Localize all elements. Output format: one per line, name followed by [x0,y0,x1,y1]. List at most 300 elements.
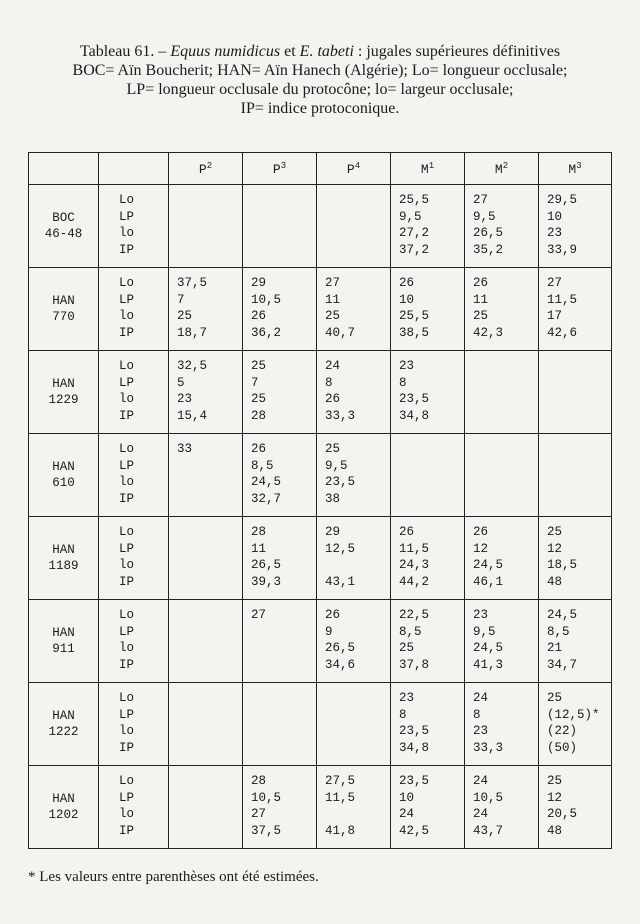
measurement-value [177,773,242,790]
measurement-value: 23 [177,392,193,407]
measurement-value: 25 [325,442,341,456]
value-cell [243,517,317,600]
measurement-value [177,225,242,242]
site-code: HAN [52,626,75,640]
measurement-value [177,557,242,574]
table-row [29,185,612,268]
measure-label: LP [119,458,135,473]
specimen-number: 1222 [48,725,79,739]
measurement-value: 34,8 [399,741,430,756]
measurement-value [177,242,242,259]
measurement-value: 11,5 [399,541,430,556]
measurement-value: 8 [325,375,333,390]
measure-label: lo [119,558,135,573]
value-cell [465,517,539,600]
value-cell [539,185,612,268]
measurement-value: 20,5 [547,807,578,822]
measurement-value: 41,3 [473,658,504,673]
measurement-value: 43,1 [325,575,356,590]
measurement-value: 8,5 [251,458,274,473]
measurement-value: 25 [177,309,193,324]
measurement-value: 8 [399,375,407,390]
measurement-value: 24 [325,359,341,373]
value-cell [465,434,539,517]
measurements-table [28,152,612,849]
measure-label: IP [119,741,135,756]
measurement-value: 34,7 [547,658,578,673]
value-cell [539,268,612,351]
measurement-value [177,806,242,823]
measurement-value: 15,4 [177,409,208,424]
measurement-value: 29 [325,525,341,539]
measurement-value: 9,5 [399,209,422,224]
measurement-value: 42,5 [399,824,430,839]
measurement-value [473,358,538,375]
specimen-cell [29,766,99,849]
measurement-value: 11 [325,292,341,307]
value-cell [317,600,391,683]
measurement-value: 27,5 [325,774,356,788]
value-cell [317,434,391,517]
measurement-value [177,574,242,591]
specimen-cell [29,600,99,683]
measure-label: lo [119,309,135,324]
measurement-value: 12 [547,541,563,556]
site-code: HAN [52,543,75,557]
value-cell [317,268,391,351]
footnote: * Les valeurs entre parenthèses ont été estimées. [28,869,319,885]
measurement-value: 29 [251,276,267,290]
measurement-value: 25 [251,359,267,373]
measurement-value [325,723,390,740]
measurement-value [177,524,242,541]
measurement-value [325,806,390,823]
measurement-value: 26 [251,442,267,456]
measurement-value [325,242,390,259]
measurement-value [177,624,242,641]
measure-label: IP [119,326,135,341]
measurement-value [177,740,242,757]
measurement-value [473,408,538,425]
value-cell [169,600,243,683]
measurement-value: 25,5 [399,193,430,207]
corner-cell-2 [99,153,169,185]
measure-labels-cell [99,351,169,434]
measurement-value: 40,7 [325,326,356,341]
measurement-value [177,707,242,724]
measurement-value: 7 [177,292,185,307]
column-header-p4: $P^4$ [317,153,391,185]
measurement-value: 24 [473,691,489,705]
measurement-value: 48 [547,824,563,839]
caption-legend-ip: IP= indice protoconique. [240,100,400,117]
measurement-value: 24,5 [473,641,504,656]
measure-label: IP [119,824,135,839]
measure-labels-cell [99,600,169,683]
measurement-value: 25 [547,525,563,539]
value-cell [169,185,243,268]
measurement-value: 32,5 [177,359,208,373]
header-row [29,153,612,185]
measurement-value: 33,9 [547,243,578,258]
measurement-value: 12 [473,541,489,556]
measurement-value: 23 [547,226,563,241]
measurement-value: 41,8 [325,824,356,839]
value-cell [465,351,539,434]
measurement-value: 11 [473,292,489,307]
measurement-value: (50) [547,741,578,756]
measurement-value: 9,5 [325,458,348,473]
measure-label: Lo [119,525,135,539]
measurement-value: 11,5 [325,790,356,805]
measurement-value: 23,5 [325,475,356,490]
measurement-value [547,441,611,458]
measurement-value: 28 [251,525,267,539]
value-cell [243,683,317,766]
measure-label: lo [119,641,135,656]
measurement-value: 39,3 [251,575,282,590]
measurement-value [325,209,390,226]
value-cell [465,683,539,766]
table-row [29,517,612,600]
specimen-number: 770 [52,310,75,324]
measurement-value: 26 [399,525,415,539]
corner-cell [29,153,99,185]
measurement-value: 22,5 [399,608,430,622]
measurement-value [251,209,316,226]
specimen-cell [29,268,99,351]
value-cell [243,351,317,434]
measurement-value [251,624,316,641]
measurement-value: 26 [473,276,489,290]
column-header-m1: $M^1$ [391,153,465,185]
measurement-value: 24 [399,807,415,822]
measurement-value [547,474,611,491]
measurement-value [547,375,611,392]
measurement-value: 27 [251,807,267,822]
measurement-value: 26,5 [251,558,282,573]
measurement-value: 36,2 [251,326,282,341]
value-cell [391,600,465,683]
measurement-value: 9,5 [473,624,496,639]
measurement-value: 24,5 [547,608,578,622]
measurement-value [473,391,538,408]
column-header-p3: $P^3$ [243,153,317,185]
measurement-value: 42,6 [547,326,578,341]
measurement-value: 10,5 [251,790,282,805]
value-cell [539,434,612,517]
measure-labels-cell [99,766,169,849]
value-cell [169,766,243,849]
measure-label: Lo [119,193,135,207]
measurement-value [251,225,316,242]
measurement-value [251,640,316,657]
value-cell [539,600,612,683]
measurement-value: 26,5 [325,641,356,656]
measurement-value [473,474,538,491]
measurement-value: 35,2 [473,243,504,258]
measure-label: IP [119,575,135,590]
table-row [29,683,612,766]
table-row [29,600,612,683]
measurement-value: 25,5 [399,309,430,324]
site-code: HAN [52,294,75,308]
measurement-value: 25 [325,309,341,324]
measurement-value [325,192,390,209]
measurement-value: 28 [251,409,267,424]
measurement-value: 29,5 [547,193,578,207]
measurement-value: 38,5 [399,326,430,341]
measurement-value: 46,1 [473,575,504,590]
caption-title: Tableau 61. – Equus numidicus et E. tabeti : jugales supérieures définitives [79,43,561,60]
value-cell [169,517,243,600]
value-cell [169,683,243,766]
measurement-value: 43,7 [473,824,504,839]
measure-labels-cell [99,268,169,351]
measurement-value [177,690,242,707]
measurement-value: 24,3 [399,558,430,573]
measurement-value [251,707,316,724]
value-cell [169,268,243,351]
measurement-value [177,458,242,475]
measurement-value: 33 [177,442,193,456]
value-cell [539,766,612,849]
measurement-value: 23,5 [399,724,430,739]
measurement-value: 38 [325,492,341,507]
site-code: BOC [52,211,75,225]
table-row [29,434,612,517]
measurement-value: 17 [547,309,563,324]
measurement-value: 42,3 [473,326,504,341]
measurement-value [251,192,316,209]
measurement-value: 23,5 [399,774,430,788]
measurement-value: 10,5 [473,790,504,805]
measurement-value: 5 [177,375,185,390]
measure-label: LP [119,624,135,639]
value-cell [391,351,465,434]
specimen-cell [29,351,99,434]
value-cell [169,351,243,434]
measurement-value [177,790,242,807]
value-cell [317,766,391,849]
measurement-value [177,474,242,491]
measurement-value [177,640,242,657]
measurement-value: 33,3 [473,741,504,756]
measurement-value: 37,8 [399,658,430,673]
measurement-value: 27 [547,276,563,290]
measure-label: LP [119,707,135,722]
value-cell [465,766,539,849]
measurement-value: 10,5 [251,292,282,307]
value-cell [391,517,465,600]
value-cell [539,517,612,600]
caption-legend-lp: LP= longueur occlusale du protocône; lo= largeur occlusale; [126,81,514,98]
measurement-value [251,740,316,757]
measurement-value [325,557,390,574]
measure-label: Lo [119,442,135,456]
value-cell [243,268,317,351]
measurement-value: 11 [251,541,267,556]
measurement-value: 26,5 [473,226,504,241]
measurement-value: 33,3 [325,409,356,424]
measurement-value [177,192,242,209]
measurement-value: 8,5 [399,624,422,639]
measurement-value [177,491,242,508]
value-cell [391,185,465,268]
value-cell [539,351,612,434]
specimen-number: 1202 [48,808,79,822]
measurement-value: 28 [251,774,267,788]
measurement-value: 23 [473,608,489,622]
site-code: HAN [52,377,75,391]
value-cell [317,185,391,268]
measurement-value [251,657,316,674]
specimen-number: 46-48 [44,227,83,241]
measurement-value [547,391,611,408]
value-cell [539,683,612,766]
measure-label: IP [119,243,135,258]
column-header-p2: $P^2$ [169,153,243,185]
measurement-value [177,541,242,558]
measurement-value: 21 [547,641,563,656]
measurement-value [399,474,464,491]
measurement-value [547,408,611,425]
measure-label: Lo [119,691,135,705]
measurement-value: 44,2 [399,575,430,590]
measurement-value: 10 [399,292,415,307]
measurement-value [251,723,316,740]
measurement-value: 12 [547,790,563,805]
measurement-value: (12,5)* [547,707,600,722]
measurement-value: 10 [399,790,415,805]
measurement-value [325,225,390,242]
measure-label: LP [119,790,135,805]
measurement-value: 34,6 [325,658,356,673]
value-cell [243,766,317,849]
measurement-value: 8,5 [547,624,570,639]
measurement-value [177,657,242,674]
measurement-value: 18,7 [177,326,208,341]
measurement-value [547,358,611,375]
measurement-value [177,723,242,740]
measurement-value: 25 [251,392,267,407]
measure-labels-cell [99,517,169,600]
measure-label: LP [119,292,135,307]
caption-legend-sites: BOC= Aïn Boucherit; HAN= Aïn Hanech (Algérie); Lo= longueur occlusale; [72,62,568,79]
specimen-number: 1189 [48,559,79,573]
measurement-value: 34,8 [399,409,430,424]
column-header-m2: $M^2$ [465,153,539,185]
measurement-value: 25 [547,691,563,705]
specimen-number: 911 [52,642,75,656]
measurement-value: 26 [399,276,415,290]
measure-label: lo [119,807,135,822]
measurement-value [473,458,538,475]
measurement-value: 11,5 [547,292,578,307]
measurement-value: (22) [547,724,578,739]
column-header-m3: $M^3$ [539,153,612,185]
measure-label: Lo [119,359,135,373]
measure-label: Lo [119,774,135,788]
measurement-value [325,707,390,724]
specimen-number: 1229 [48,393,79,407]
measurement-value: 26 [473,525,489,539]
measure-labels-cell [99,185,169,268]
measurement-value: 7 [251,375,259,390]
measure-label: IP [119,492,135,507]
measurement-value: 37,5 [177,276,208,290]
measurement-value: 24,5 [473,558,504,573]
measure-label: LP [119,209,135,224]
measurement-value: 48 [547,575,563,590]
site-code: HAN [52,709,75,723]
measure-label: LP [119,541,135,556]
measurement-value: 24,5 [251,475,282,490]
value-cell [243,185,317,268]
table-row [29,766,612,849]
value-cell [243,434,317,517]
measurement-value: 37,5 [251,824,282,839]
table-row [29,351,612,434]
value-cell [317,683,391,766]
value-cell [317,351,391,434]
value-cell [317,517,391,600]
measurement-value: 18,5 [547,558,578,573]
measurement-value: 23,5 [399,392,430,407]
specimen-cell [29,185,99,268]
measure-label: lo [119,724,135,739]
measurement-value: 27,2 [399,226,430,241]
measure-labels-cell [99,434,169,517]
measurement-value [251,242,316,259]
measure-label: Lo [119,276,135,290]
measure-labels-cell [99,683,169,766]
specimen-cell [29,683,99,766]
measurement-value: 23 [399,359,415,373]
measurement-value: 8 [399,707,407,722]
measurement-value [251,690,316,707]
value-cell [391,766,465,849]
value-cell [465,268,539,351]
measurement-value: 24 [473,774,489,788]
measurement-value: 24 [473,807,489,822]
measurement-value: 9,5 [473,209,496,224]
measurement-value [177,607,242,624]
measurement-value: 23 [399,691,415,705]
measurement-value: 9 [325,624,333,639]
value-cell [391,268,465,351]
measurement-value [473,441,538,458]
measurement-value [325,690,390,707]
value-cell [465,600,539,683]
measurement-value: 25 [547,774,563,788]
value-cell [169,434,243,517]
specimen-cell [29,434,99,517]
measure-label: lo [119,392,135,407]
site-code: HAN [52,460,75,474]
measure-label: LP [119,375,135,390]
value-cell [243,600,317,683]
table-caption [30,42,610,118]
measurement-value: 27 [325,276,341,290]
table-row [29,268,612,351]
measurement-value [547,491,611,508]
measurement-value: 37,2 [399,243,430,258]
measurement-value [399,491,464,508]
measurement-value: 25 [473,309,489,324]
measurement-value: 27 [473,193,489,207]
measurement-value [177,209,242,226]
